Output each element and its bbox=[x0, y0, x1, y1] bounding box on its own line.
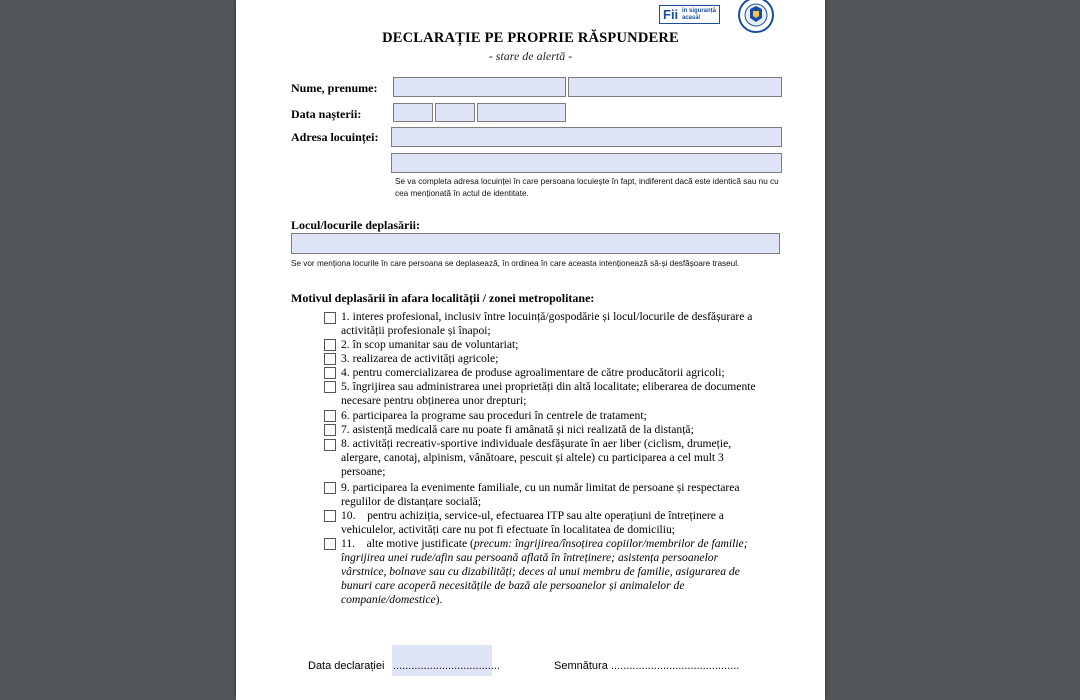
destination-note: Se vor menționa locurile în care persoana se deplasează, în ordinea în care aceasta intenționează să-și desfășoare traseul. bbox=[291, 259, 740, 268]
reason-item-6: 6. participarea la programe sau proceduri în centrele de tratament; bbox=[341, 409, 647, 422]
document-title: DECLARAȚIE PE PROPRIE RĂSPUNDERE bbox=[382, 30, 679, 46]
first-name-field[interactable] bbox=[568, 77, 782, 97]
declaration-date-dots: ................................... bbox=[393, 660, 500, 672]
reason-item-10: 10. pentru achiziția, service-ul, efectuarea ITP sau alte operațiuni de întreținere a vehiculelor, activități care nu pot fi efectuate în localitatea de domiciliu; bbox=[341, 509, 724, 537]
signature-label: Semnătura bbox=[554, 660, 608, 672]
destination-label: Locul/locurile deplasării: bbox=[291, 218, 420, 232]
address-label: Adresa locuinței: bbox=[291, 130, 379, 144]
declaration-date-label: Data declarației bbox=[308, 660, 385, 672]
reason-item-8: 8. activități recreativ-sportive individuale desfășurate în aer liber (ciclism, drumeție, alergare, canotaj, alpinism, vânătoare, pescuit și altele) cu participarea a cel mult 3 persoane; bbox=[341, 437, 732, 479]
reason-checkbox-2[interactable] bbox=[324, 339, 336, 351]
reason-item-3: 3. realizarea de activități agricole; bbox=[341, 352, 499, 365]
document-subtitle: - stare de alertă - bbox=[488, 49, 573, 63]
address-field-2[interactable] bbox=[391, 153, 782, 173]
fii-in-siguranta-logo: Fii în siguranță acasă! bbox=[659, 5, 720, 24]
reason-checkbox-4[interactable] bbox=[324, 367, 336, 379]
birth-month-field[interactable] bbox=[435, 103, 475, 122]
reason-item-9: 9. participarea la evenimente familiale, cu un număr limitat de persoane și respectarea regulilor de distanțare socială; bbox=[341, 481, 740, 509]
reason-item-2: 2. în scop umanitar sau de voluntariat; bbox=[341, 338, 519, 351]
reason-checkbox-9[interactable] bbox=[324, 482, 336, 494]
last-name-field[interactable] bbox=[393, 77, 566, 97]
birth-date-label: Data nașterii: bbox=[291, 107, 362, 121]
address-note: Se va completa adresa locuinței în care persoana locuiește în fapt, indiferent dacă este identică sau nu cu cea menționată în actul de identitate. bbox=[395, 177, 779, 198]
reason-item-4: 4. pentru comercializarea de produse agroalimentare de către producătorii agricoli; bbox=[341, 366, 725, 379]
reason-item-7: 7. asistență medicală care nu poate fi amânată și nici realizată de la distanță; bbox=[341, 423, 694, 436]
reason-item-11: 11. alte motive justificate (precum: îngrijirea/însoțirea copiilor/membrilor de familie; îngrijirea unei rude/afin sau persoană aflată în întreținere; asistența persoanelor vârstnice, bolnave sau cu dizabilități; deces al unui membru de familie, asigurarea de bunuri care acoperă necesitățile de bază ale persoanelor și animalelor de companie/domestice). bbox=[341, 537, 748, 607]
reason-checkbox-7[interactable] bbox=[324, 424, 336, 436]
reason-item-5: 5. îngrijirea sau administrarea unei proprietăți din altă localitate; eliberarea de documente necesare pentru obținerea unor drepturi; bbox=[341, 380, 756, 408]
birth-day-field[interactable] bbox=[393, 103, 433, 122]
destination-field[interactable] bbox=[291, 233, 780, 254]
reason-checkbox-5[interactable] bbox=[324, 381, 336, 393]
reason-checkbox-8[interactable] bbox=[324, 439, 336, 451]
signature-dots: .......................................... bbox=[611, 660, 740, 672]
reason-checkbox-3[interactable] bbox=[324, 353, 336, 365]
birth-year-field[interactable] bbox=[477, 103, 566, 122]
reason-checkbox-6[interactable] bbox=[324, 410, 336, 422]
reason-checkbox-10[interactable] bbox=[324, 510, 336, 522]
address-field-1[interactable] bbox=[391, 127, 782, 147]
reason-item-1: 1. interes profesional, inclusiv între locuință/gospodărie și locul/locurile de desfășurare a activității profesionale și înapoi; bbox=[341, 310, 753, 338]
reason-checkbox-11[interactable] bbox=[324, 538, 336, 550]
name-label: Nume, prenume: bbox=[291, 81, 378, 95]
reason-checkbox-1[interactable] bbox=[324, 312, 336, 324]
document-page bbox=[236, 0, 825, 700]
reason-heading: Motivul deplasării în afara localității / zonei metropolitane: bbox=[291, 291, 595, 305]
